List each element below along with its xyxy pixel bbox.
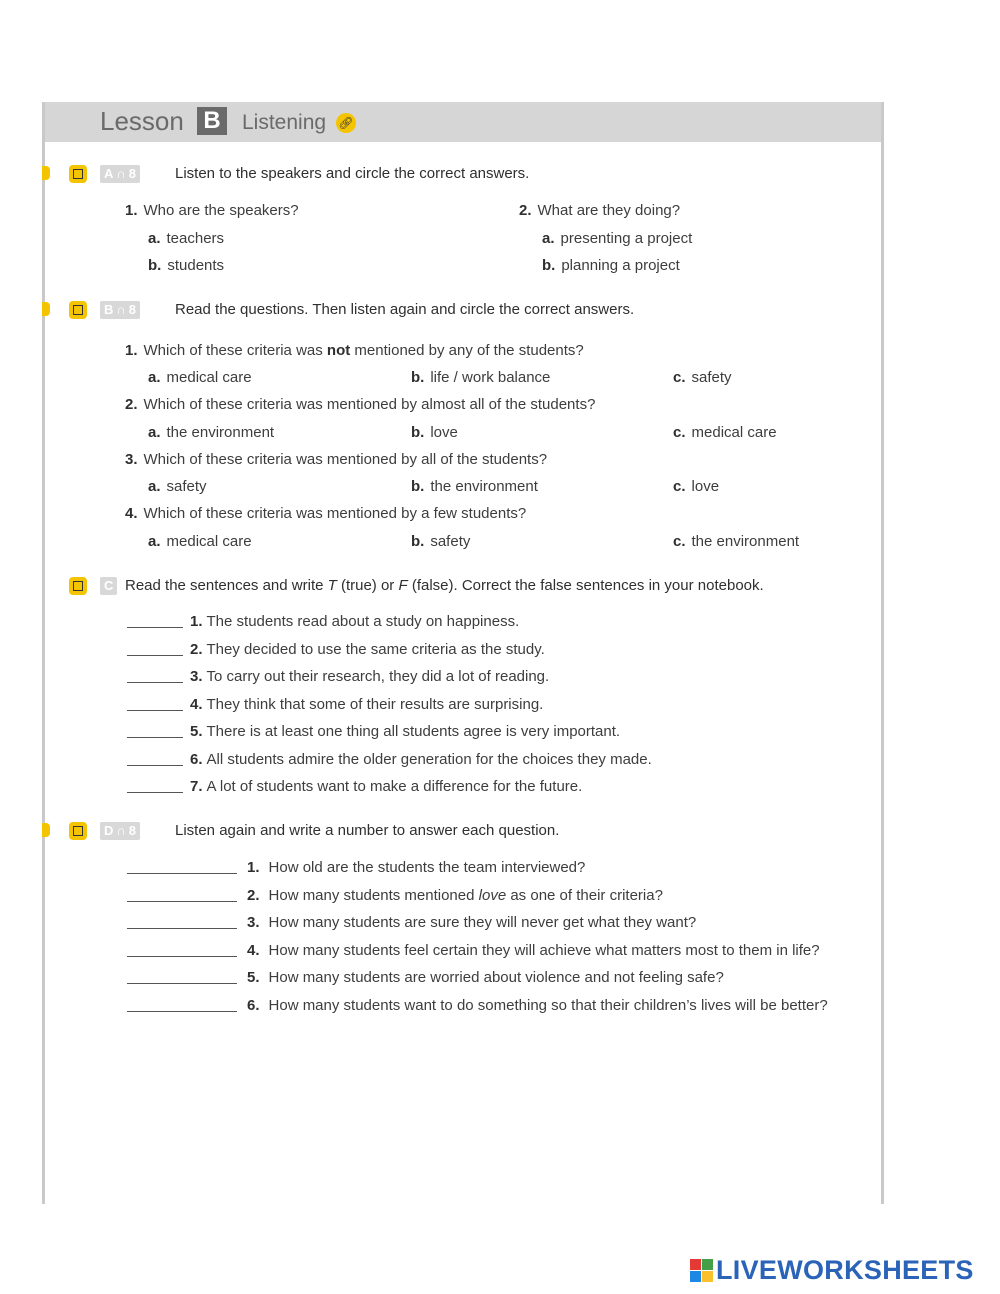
c-item-text: They think that some of their results are surprising.	[206, 695, 544, 713]
b-q2-option-a[interactable]	[148, 424, 274, 441]
option-label: a.	[542, 230, 555, 247]
instr-part: (false). Correct the false sentences in your notebook.	[407, 577, 764, 594]
headphones-icon: ∩	[116, 302, 126, 317]
c-item-num: 2.	[190, 640, 203, 658]
liveworksheets-logo	[690, 1254, 974, 1286]
a-q1-text: Who are the speakers?	[143, 202, 299, 219]
d-item-num: 4.	[247, 941, 260, 959]
d-item-num: 6.	[247, 996, 260, 1014]
logo-block	[690, 1259, 701, 1270]
b-q4-num: 4.	[125, 505, 138, 522]
answer-blank[interactable]	[127, 737, 183, 738]
audio-tab-icon	[42, 823, 50, 837]
option-text: students	[167, 257, 225, 274]
option-label: c.	[673, 424, 686, 441]
d-item-text: How many students mentioned	[268, 886, 479, 904]
worksheet-page	[42, 102, 884, 1204]
b-q1-text-end: mentioned by any of the students?	[350, 342, 584, 359]
d-item-num: 2.	[247, 886, 260, 904]
c-item-text: The students read about a study on happiness.	[206, 613, 520, 630]
exercise-b-badge	[100, 301, 140, 319]
c-item-text: All students admire the older generation for the choices they made.	[206, 750, 652, 768]
logo-block	[702, 1271, 713, 1282]
exercise-b-letter: B	[104, 302, 114, 317]
option-text: medical care	[166, 369, 252, 386]
b-q2	[125, 396, 595, 413]
option-label: c.	[673, 478, 686, 495]
answer-blank[interactable]	[127, 873, 237, 874]
option-label: a.	[148, 369, 161, 386]
option-label: b.	[411, 533, 425, 550]
b-q1-option-a[interactable]	[148, 369, 252, 386]
option-text: safety	[691, 369, 732, 386]
c-item-num: 5.	[190, 723, 203, 740]
c-item-num: 3.	[190, 668, 203, 685]
b-q2-num: 2.	[125, 396, 138, 413]
c-item-text: To carry out their research, they did a lot of reading.	[206, 668, 550, 685]
option-text: the environment	[430, 478, 538, 495]
answer-blank[interactable]	[127, 710, 183, 711]
c-item	[190, 613, 519, 630]
exercise-a-instruction: Listen to the speakers and circle the correct answers.	[175, 165, 530, 182]
answer-blank[interactable]	[127, 682, 183, 683]
lesson-header	[45, 102, 881, 142]
answer-blank[interactable]	[127, 983, 237, 984]
option-text: planning a project	[561, 257, 680, 274]
d-item-num: 5.	[247, 969, 260, 986]
c-item-num: 7.	[190, 778, 203, 795]
a-q2-num: 2.	[519, 202, 532, 219]
option-text: the environment	[691, 533, 800, 550]
option-text: teachers	[166, 230, 225, 247]
d-item-text: How old are the students the team interviewed?	[268, 859, 586, 876]
c-item-num: 6.	[190, 750, 203, 768]
a-q1-option-a[interactable]	[148, 230, 224, 247]
exercise-c-instruction	[125, 577, 764, 594]
option-label: a.	[148, 478, 161, 495]
instr-part: (true) or	[336, 577, 399, 594]
b-q4-option-a[interactable]	[148, 533, 252, 550]
exercise-b-track: 8	[128, 302, 136, 317]
exercise-d-badge	[100, 822, 140, 840]
answer-blank[interactable]	[127, 956, 237, 957]
b-q1-option-b[interactable]	[411, 369, 550, 386]
option-label: c.	[673, 533, 686, 550]
a-q2-text: What are they doing?	[537, 202, 681, 219]
a-q1-option-b[interactable]	[148, 257, 224, 274]
notebook-icon	[69, 577, 87, 595]
b-q3-num: 3.	[125, 451, 138, 468]
d-item-text: How many students are sure they will never get what they want?	[268, 914, 697, 931]
option-label: b.	[411, 478, 425, 495]
notebook-icon	[69, 301, 87, 319]
option-text: love	[691, 478, 720, 495]
option-text: safety	[166, 478, 207, 495]
b-q1-num: 1.	[125, 342, 138, 359]
logo-text: LIVEWORKSHEETS	[716, 1254, 974, 1285]
a-q1-num: 1.	[125, 202, 138, 219]
c-item	[190, 696, 543, 713]
b-q4	[125, 505, 526, 522]
b-q2-text: Which of these criteria was mentioned by almost all of the students?	[143, 396, 596, 413]
answer-blank[interactable]	[127, 765, 183, 766]
headphones-icon: ∩	[116, 166, 126, 181]
b-q4-text: Which of these criteria was mentioned by a few students?	[143, 505, 527, 522]
b-q1-option-c[interactable]	[673, 369, 732, 386]
c-item	[190, 641, 545, 658]
b-q4-option-c[interactable]	[673, 533, 799, 550]
notebook-icon	[69, 165, 87, 183]
c-item	[190, 778, 582, 795]
exercise-d-instruction: Listen again and write a number to answer each question.	[175, 822, 560, 839]
option-label: c.	[673, 369, 686, 386]
exercise-c-badge	[100, 577, 117, 595]
option-label: b.	[411, 369, 425, 386]
lesson-label: Lesson	[100, 106, 184, 136]
option-label: b.	[411, 424, 425, 441]
c-item-text: A lot of students want to make a difference for the future.	[206, 778, 583, 795]
option-label: a.	[148, 533, 161, 550]
option-text: medical care	[691, 424, 777, 441]
c-item-text: They decided to use the same criteria as the study.	[206, 640, 545, 658]
c-item	[190, 668, 549, 685]
option-label: b.	[148, 257, 162, 274]
a-q2-option-b[interactable]	[542, 257, 680, 274]
notebook-icon	[69, 822, 87, 840]
d-item	[247, 859, 585, 876]
a-q1	[125, 202, 299, 219]
instr-true-letter: T	[327, 577, 337, 594]
instr-false-letter: F	[398, 577, 408, 594]
logo-block	[690, 1271, 701, 1282]
answer-blank[interactable]	[127, 901, 237, 902]
b-q3-option-a[interactable]	[148, 478, 207, 495]
d-item-text: How many students want to do something so that their children’s lives will be better?	[268, 996, 828, 1014]
option-text: presenting a project	[560, 230, 693, 247]
b-q4-option-b[interactable]	[411, 533, 470, 550]
a-q2-option-a[interactable]	[542, 230, 692, 247]
b-q3-text: Which of these criteria was mentioned by all of the students?	[143, 451, 548, 468]
d-item-italic: love	[478, 886, 507, 904]
b-q3-option-b[interactable]	[411, 478, 538, 495]
logo-mark-icon	[690, 1259, 713, 1282]
b-q2-option-b[interactable]	[411, 424, 458, 441]
b-q3-option-c[interactable]	[673, 478, 719, 495]
option-text: medical care	[166, 533, 252, 550]
d-item-text: How many students feel certain they will achieve what matters most to them in life?	[268, 941, 820, 959]
answer-blank[interactable]	[127, 928, 237, 929]
d-item	[247, 942, 820, 959]
exercise-a-track: 8	[128, 166, 136, 181]
headphones-icon: ∩	[116, 823, 126, 838]
d-item	[247, 969, 724, 986]
audio-tab-icon	[42, 302, 50, 316]
c-item	[190, 723, 620, 740]
b-q1-bold: not	[326, 342, 351, 359]
lesson-letter: B	[197, 107, 227, 135]
b-q3	[125, 451, 547, 468]
exercise-a-letter: A	[104, 166, 114, 181]
audio-tab-icon	[42, 166, 50, 180]
option-text: life / work balance	[430, 369, 551, 386]
option-label: b.	[542, 257, 556, 274]
instr-part: Read the sentences and write	[125, 577, 328, 594]
option-text: the environment	[166, 424, 275, 441]
c-item	[190, 751, 652, 768]
answer-blank[interactable]	[127, 655, 183, 656]
option-label: a.	[148, 230, 161, 247]
exercise-d-letter: D	[104, 823, 114, 838]
b-q1-text: Which of these criteria was	[143, 342, 327, 359]
answer-blank[interactable]	[127, 1011, 237, 1012]
c-item-text: There is at least one thing all students agree is very important.	[206, 723, 621, 740]
option-text: love	[430, 424, 458, 441]
option-text: safety	[430, 533, 471, 550]
d-item-text: How many students are worried about violence and not feeling safe?	[268, 969, 724, 986]
d-item-num: 3.	[247, 914, 260, 931]
answer-blank[interactable]	[127, 627, 183, 628]
logo-block	[702, 1259, 713, 1270]
lesson-title: Listening	[242, 111, 327, 134]
exercise-c-letter: C	[104, 578, 114, 593]
a-q2	[519, 202, 680, 219]
link-icon: 🔗︎	[336, 113, 356, 133]
d-item	[247, 997, 828, 1014]
exercise-a-badge	[100, 165, 140, 183]
d-item	[247, 914, 696, 931]
d-item-num: 1.	[247, 859, 260, 876]
c-item-num: 4.	[190, 695, 203, 713]
exercise-b-instruction: Read the questions. Then listen again and circle the correct answers.	[175, 301, 635, 318]
c-item-num: 1.	[190, 613, 203, 630]
option-label: a.	[148, 424, 161, 441]
answer-blank[interactable]	[127, 792, 183, 793]
b-q2-option-c[interactable]	[673, 424, 777, 441]
b-q1	[125, 342, 584, 359]
exercise-d-track: 8	[128, 823, 136, 838]
d-item	[247, 887, 663, 904]
d-item-text-end: as one of their criteria?	[506, 886, 663, 904]
